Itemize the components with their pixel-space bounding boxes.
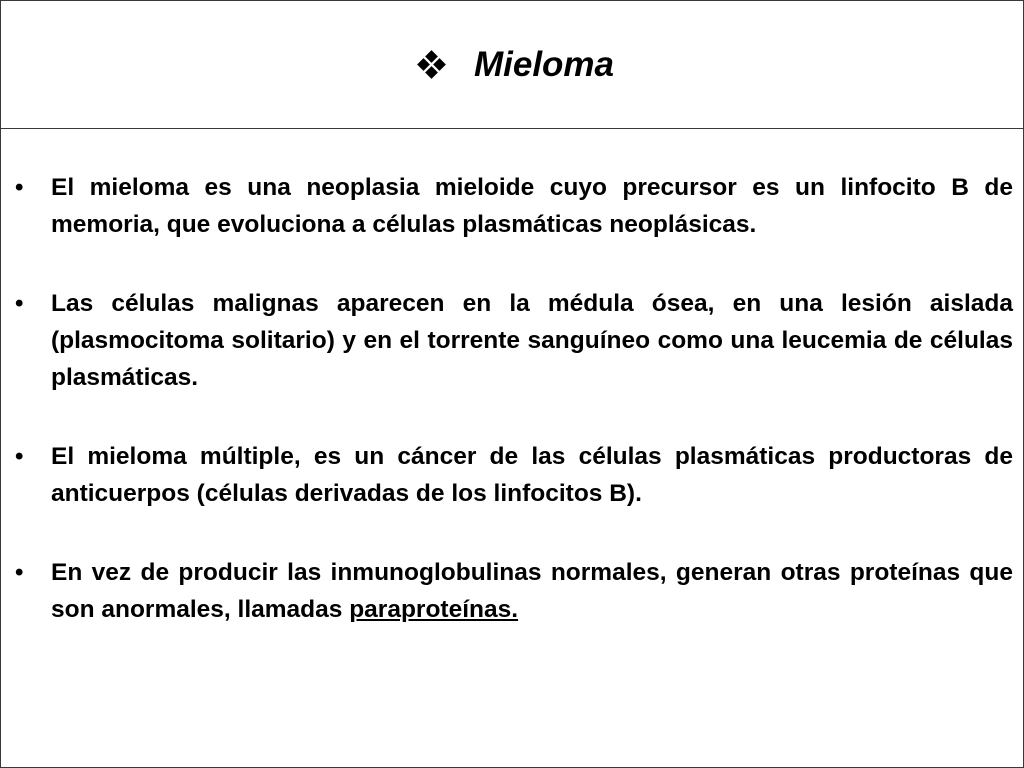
bullet-item [15,554,1013,628]
bullet-dot: • [15,174,24,201]
bullet-item [15,169,1013,243]
bullet-dot: • [15,290,24,317]
title-box [1,1,1023,129]
title-row [418,47,614,82]
bullet-text: El mieloma múltiple, es un cáncer de las células plasmáticas productoras de anticuerpos (células derivadas de los linfocitos B). [51,443,1013,507]
bullet-dot: • [15,443,24,470]
bullet-item [15,285,1013,396]
paraproteinas-term: paraproteínas. [349,596,519,623]
bullet-text: En vez de producir las inmunoglobulinas normales, generan otras proteínas que son anormales, llamadas [51,559,1013,623]
diamond-cluster-icon [418,52,446,78]
bullet-text: Las células malignas aparecen en la médula ósea, en una lesión aislada (plasmocitoma solitario) y en el torrente sanguíneo como una leucemia de células plasmáticas. [51,290,1013,391]
bullet-item [15,438,1013,512]
slide-title: Mieloma [473,45,615,84]
bullet-list [15,169,1013,628]
bullet-text: El mieloma es una neoplasia mieloide cuyo precursor es un linfocito B de memoria, que evoluciona a células plasmáticas neoplásicas. [51,174,1013,238]
bullet-dot: • [15,559,24,586]
